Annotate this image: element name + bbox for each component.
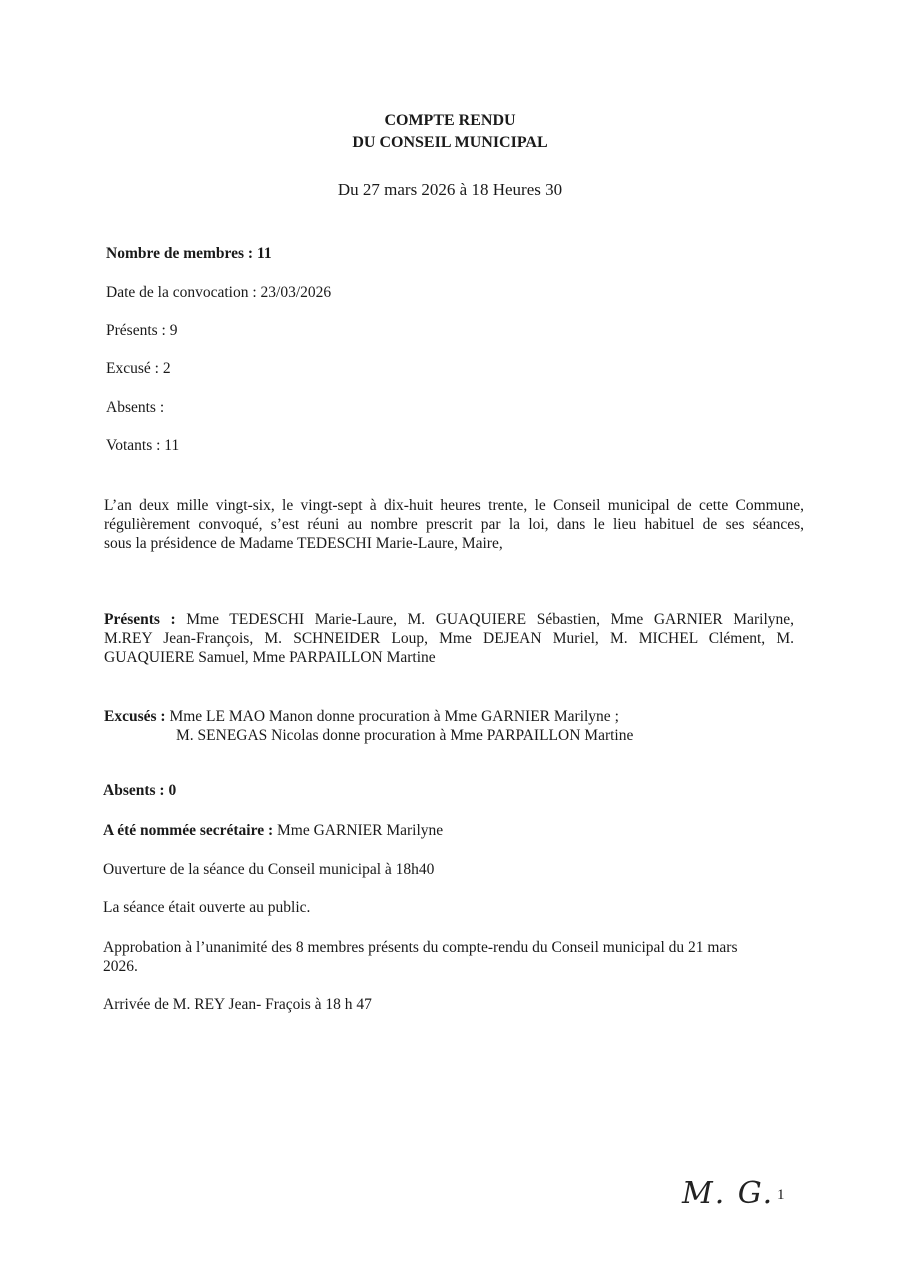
secretary-label: A été nommée secrétaire : (103, 822, 274, 839)
approval-line-1: Approbation à l’unanimité des 8 membres présents du compte-rendu du Conseil municipal du 21 mars (103, 939, 738, 956)
excuses-entry-1: Mme LE MAO Manon donne procuration à Mme GARNIER Marilyne ; (169, 708, 619, 725)
secretary-name: Mme GARNIER Marilyne (277, 822, 444, 839)
intro-line-2: régulièrement convoqué, s’est réuni au nombre prescrit par la loi, dans le lieu habituel de ses séances, (104, 516, 804, 533)
public-line: La séance était ouverte au public. (103, 899, 311, 916)
intro-paragraph (104, 496, 804, 553)
opening-line: Ouverture de la séance du Conseil municipal à 18h40 (103, 861, 435, 878)
intro-line-1: L’an deux mille vingt-six, le vingt-sept à dix-huit heures trente, le Conseil municipal de cette Commune, (104, 497, 804, 514)
title-line-2: DU CONSEIL MUNICIPAL (352, 134, 548, 151)
absents-label: Absents : 0 (103, 782, 177, 799)
presents-count: Présents : 9 (106, 322, 178, 339)
convocation-date: Date de la convocation : 23/03/2026 (106, 284, 332, 301)
intro-line-3: sous la présidence de Madame TEDESCHI Marie-Laure, Maire, (104, 535, 503, 552)
excuses-entry-2: M. SENEGAS Nicolas donne procuration à Mme PARPAILLON Martine (176, 727, 634, 744)
arrival-line: Arrivée de M. REY Jean- Fraçois à 18 h 47 (103, 996, 372, 1013)
approval-paragraph (103, 938, 738, 976)
page-number: 1 (777, 1187, 785, 1203)
presents-line-2: M.REY Jean-François, M. SCHNEIDER Loup, Mme DEJEAN Muriel, M. MICHEL Clément, M. (104, 630, 794, 647)
presents-line-1 (104, 610, 794, 629)
presents-names-1: Mme TEDESCHI Marie-Laure, M. GUAQUIERE Sébastien, Mme GARNIER Marilyne, (186, 611, 794, 628)
presents-paragraph (104, 610, 794, 667)
excuses-line-1 (104, 707, 633, 726)
handwritten-initials: M. G. (682, 1176, 775, 1211)
presents-label: Présents : (104, 611, 176, 628)
presents-line-3: GUAQUIERE Samuel, Mme PARPAILLON Martine (104, 649, 436, 666)
approval-line-2: 2026. (103, 958, 138, 975)
title-line-1: COMPTE RENDU (384, 112, 516, 129)
meeting-date: Du 27 mars 2026 à 18 Heures 30 (337, 180, 563, 199)
votants-count: Votants : 11 (106, 437, 180, 454)
secretary-line (103, 822, 443, 840)
absents-count: Absents : (106, 399, 165, 416)
excuses-label: Excusés : (104, 708, 166, 725)
members-count: Nombre de membres : 11 (106, 245, 272, 262)
excuses-count: Excusé : 2 (106, 360, 171, 377)
excuses-paragraph (104, 707, 633, 745)
